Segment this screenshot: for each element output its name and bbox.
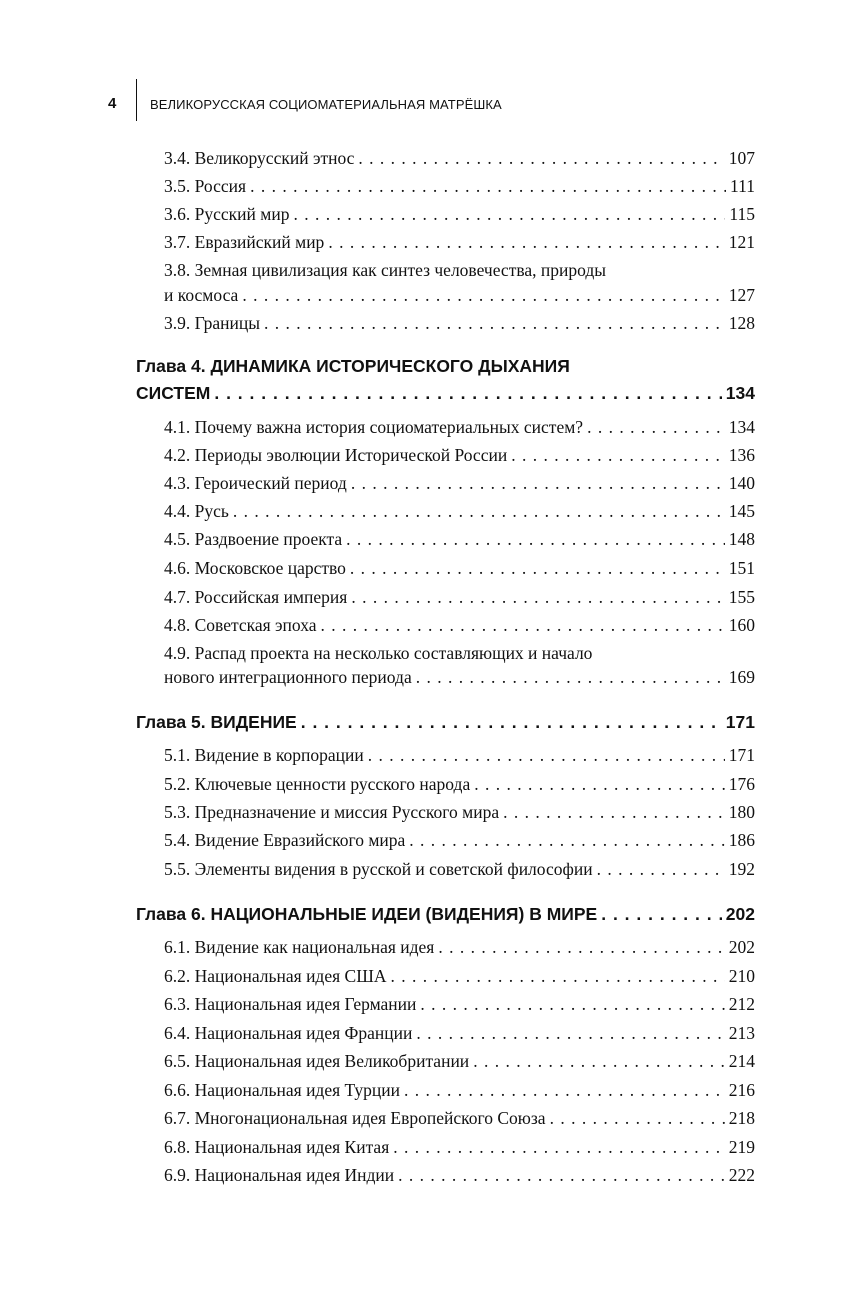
dot-leader <box>550 1106 725 1130</box>
dot-leader <box>358 146 724 170</box>
dot-leader <box>438 935 724 959</box>
dot-leader <box>393 1135 725 1159</box>
toc-entry-page: 213 <box>728 1023 755 1043</box>
toc-entry-page: 111 <box>730 176 755 196</box>
dot-leader <box>404 1078 725 1102</box>
toc-entry-4-9[interactable] <box>164 665 755 689</box>
toc-entry-title: 5.5. Элементы видения в русской и советской философии <box>164 859 593 879</box>
toc-entry-title: нового интеграционного периода <box>164 667 412 687</box>
toc-entry-title: 4.5. Раздвоение проекта <box>164 529 343 549</box>
toc-entry-5-3[interactable] <box>164 800 755 824</box>
dot-leader <box>368 743 725 767</box>
dot-leader <box>242 283 724 307</box>
toc-entry-page: 169 <box>728 667 755 687</box>
page-header <box>0 93 844 117</box>
toc-entry-title: и космоса <box>164 285 239 305</box>
header-divider <box>136 79 137 121</box>
chapter-page: 171 <box>725 712 755 732</box>
toc-entry-3-5[interactable] <box>164 174 755 198</box>
toc-entry-4-5[interactable] <box>164 527 755 551</box>
dot-leader <box>601 901 722 927</box>
toc-entry-6-8[interactable] <box>164 1135 755 1159</box>
dot-leader <box>351 585 724 609</box>
toc-entry-6-1[interactable] <box>164 935 755 959</box>
dot-leader <box>398 1163 725 1187</box>
toc-entry-title: 5.1. Видение в корпорации <box>164 745 364 765</box>
toc-entry-4-7[interactable] <box>164 585 755 609</box>
toc-entry-6-5[interactable] <box>164 1049 755 1073</box>
toc-entry-page: 136 <box>728 445 755 465</box>
toc-entry-title: 6.9. Национальная идея Индии <box>164 1165 395 1185</box>
toc-entry-page: 202 <box>728 937 755 957</box>
toc-entry-title: 6.5. Национальная идея Великобритании <box>164 1051 470 1071</box>
chapter-title: Глава 5. ВИДЕНИЕ <box>136 712 297 732</box>
chapter-title: Глава 6. НАЦИОНАЛЬНЫЕ ИДЕИ (ВИДЕНИЯ) В МИРЕ <box>136 904 598 924</box>
toc-entry-title: 5.2. Ключевые ценности русского народа <box>164 774 471 794</box>
toc-entry-4-9-line1[interactable]: 4.9. Распад проекта на несколько составляющих и начало <box>164 643 593 663</box>
running-title: ВЕЛИКОРУССКАЯ СОЦИОМАТЕРИАЛЬНАЯ МАТРЁШКА <box>150 97 502 112</box>
toc-entry-title: 6.6. Национальная идея Турции <box>164 1080 400 1100</box>
toc-entry-page: 155 <box>728 587 755 607</box>
dot-leader <box>351 471 725 495</box>
toc-entry-page: 160 <box>728 615 755 635</box>
toc-entry-6-9[interactable] <box>164 1163 755 1187</box>
toc-entry-title: 4.2. Периоды эволюции Исторической России <box>164 445 508 465</box>
toc-entry-page: 192 <box>728 859 755 879</box>
toc-entry-page: 216 <box>728 1080 755 1100</box>
toc-entry-6-7[interactable] <box>164 1106 755 1130</box>
dot-leader <box>473 1049 725 1073</box>
dot-leader <box>416 1021 724 1045</box>
toc-entry-page: 127 <box>728 285 755 305</box>
toc-entry-page: 115 <box>729 204 755 224</box>
chapter-4-entry[interactable] <box>136 380 755 406</box>
toc-entry-title: 4.4. Русь <box>164 501 229 521</box>
dot-leader <box>328 230 724 254</box>
toc-entry-3-9[interactable] <box>164 311 755 335</box>
toc-entry-4-3[interactable] <box>164 471 755 495</box>
toc-entry-title: 4.1. Почему важна история социоматериальных систем? <box>164 417 584 437</box>
toc-entry-3-7[interactable] <box>164 230 755 254</box>
chapter-page: 134 <box>725 383 755 403</box>
dot-leader <box>420 992 724 1016</box>
toc-entry-4-6[interactable] <box>164 556 755 580</box>
toc-entry-page: 134 <box>728 417 755 437</box>
dot-leader <box>409 828 724 852</box>
dot-leader <box>503 800 725 824</box>
toc-entry-title: 3.7. Евразийский мир <box>164 232 325 252</box>
toc-entry-title: 3.6. Русский мир <box>164 204 290 224</box>
dot-leader <box>293 202 725 226</box>
toc-entry-title: 5.4. Видение Евразийского мира <box>164 830 406 850</box>
toc-entry-title: 4.7. Российская империя <box>164 587 348 607</box>
toc-entry-6-4[interactable] <box>164 1021 755 1045</box>
chapter-6-entry[interactable] <box>136 901 755 927</box>
dot-leader <box>416 665 725 689</box>
chapter-4-title-line1[interactable]: Глава 4. ДИНАМИКА ИСТОРИЧЕСКОГО ДЫХАНИЯ <box>136 356 570 376</box>
page-number: 4 <box>108 95 117 112</box>
toc-entry-title: 6.4. Национальная идея Франции <box>164 1023 413 1043</box>
dot-leader <box>321 613 725 637</box>
toc-entry-3-4[interactable] <box>164 146 755 170</box>
toc-entry-6-2[interactable] <box>164 964 755 988</box>
dot-leader <box>250 174 726 198</box>
toc-entry-page: 121 <box>728 232 755 252</box>
toc-entry-page: 222 <box>728 1165 755 1185</box>
dot-leader <box>391 964 725 988</box>
toc-entry-5-4[interactable] <box>164 828 755 852</box>
toc-entry-page: 171 <box>728 745 755 765</box>
dot-leader <box>511 443 725 467</box>
dot-leader <box>214 380 721 406</box>
toc-entry-4-2[interactable] <box>164 443 755 467</box>
toc-entry-6-3[interactable] <box>164 992 755 1016</box>
toc-entry-page: 140 <box>728 473 755 493</box>
toc-entry-title: 3.4. Великорусский этнос <box>164 148 355 168</box>
toc-entry-3-8-line1[interactable]: 3.8. Земная цивилизация как синтез человечества, природы <box>164 260 607 280</box>
toc-entry-page: 210 <box>728 966 755 986</box>
toc-entry-page: 148 <box>728 529 755 549</box>
dot-leader <box>597 857 725 881</box>
toc-entry-title: 6.8. Национальная идея Китая <box>164 1137 390 1157</box>
toc-entry-5-5[interactable] <box>164 857 755 881</box>
toc-entry-title: 6.3. Национальная идея Германии <box>164 994 417 1014</box>
toc-entry-4-1[interactable] <box>164 415 755 439</box>
toc-entry-3-6[interactable] <box>164 202 755 226</box>
toc-entry-title: 4.3. Героический период <box>164 473 347 493</box>
dot-leader <box>346 527 725 551</box>
toc-entry-page: 145 <box>728 501 755 521</box>
chapter-title: СИСТЕМ <box>136 383 211 403</box>
toc-entry-title: 4.8. Советская эпоха <box>164 615 317 635</box>
dot-leader <box>350 556 725 580</box>
toc-entry-page: 151 <box>728 558 755 578</box>
toc-entry-page: 214 <box>728 1051 755 1071</box>
toc-entry-page: 186 <box>728 830 755 850</box>
toc-entry-title: 3.9. Границы <box>164 313 261 333</box>
toc-entry-page: 128 <box>728 313 755 333</box>
toc-entry-5-2[interactable] <box>164 772 755 796</box>
dot-leader <box>233 499 725 523</box>
toc-entry-5-1[interactable] <box>164 743 755 767</box>
toc-entry-title: 6.7. Многонациональная идея Европейского Союза <box>164 1108 546 1128</box>
toc-entry-title: 5.3. Предназначение и миссия Русского мира <box>164 802 500 822</box>
toc-entry-page: 107 <box>728 148 755 168</box>
toc-entry-page: 180 <box>728 802 755 822</box>
dot-leader <box>301 709 722 735</box>
chapter-page: 202 <box>725 904 755 924</box>
toc-entry-title: 6.1. Видение как национальная идея <box>164 937 435 957</box>
toc-entry-title: 3.5. Россия <box>164 176 247 196</box>
toc-entry-3-8[interactable] <box>164 283 755 307</box>
toc-entry-4-8[interactable] <box>164 613 755 637</box>
toc-entry-page: 218 <box>728 1108 755 1128</box>
toc-entry-page: 176 <box>728 774 755 794</box>
toc-entry-title: 4.6. Московское царство <box>164 558 346 578</box>
toc-entry-title: 6.2. Национальная идея США <box>164 966 387 986</box>
dot-leader <box>587 415 725 439</box>
toc-entry-4-4[interactable] <box>164 499 755 523</box>
toc-entry-page: 219 <box>728 1137 755 1157</box>
dot-leader <box>474 772 725 796</box>
chapter-5-entry[interactable] <box>136 709 755 735</box>
toc-entry-6-6[interactable] <box>164 1078 755 1102</box>
toc-entry-page: 212 <box>728 994 755 1014</box>
dot-leader <box>264 311 725 335</box>
